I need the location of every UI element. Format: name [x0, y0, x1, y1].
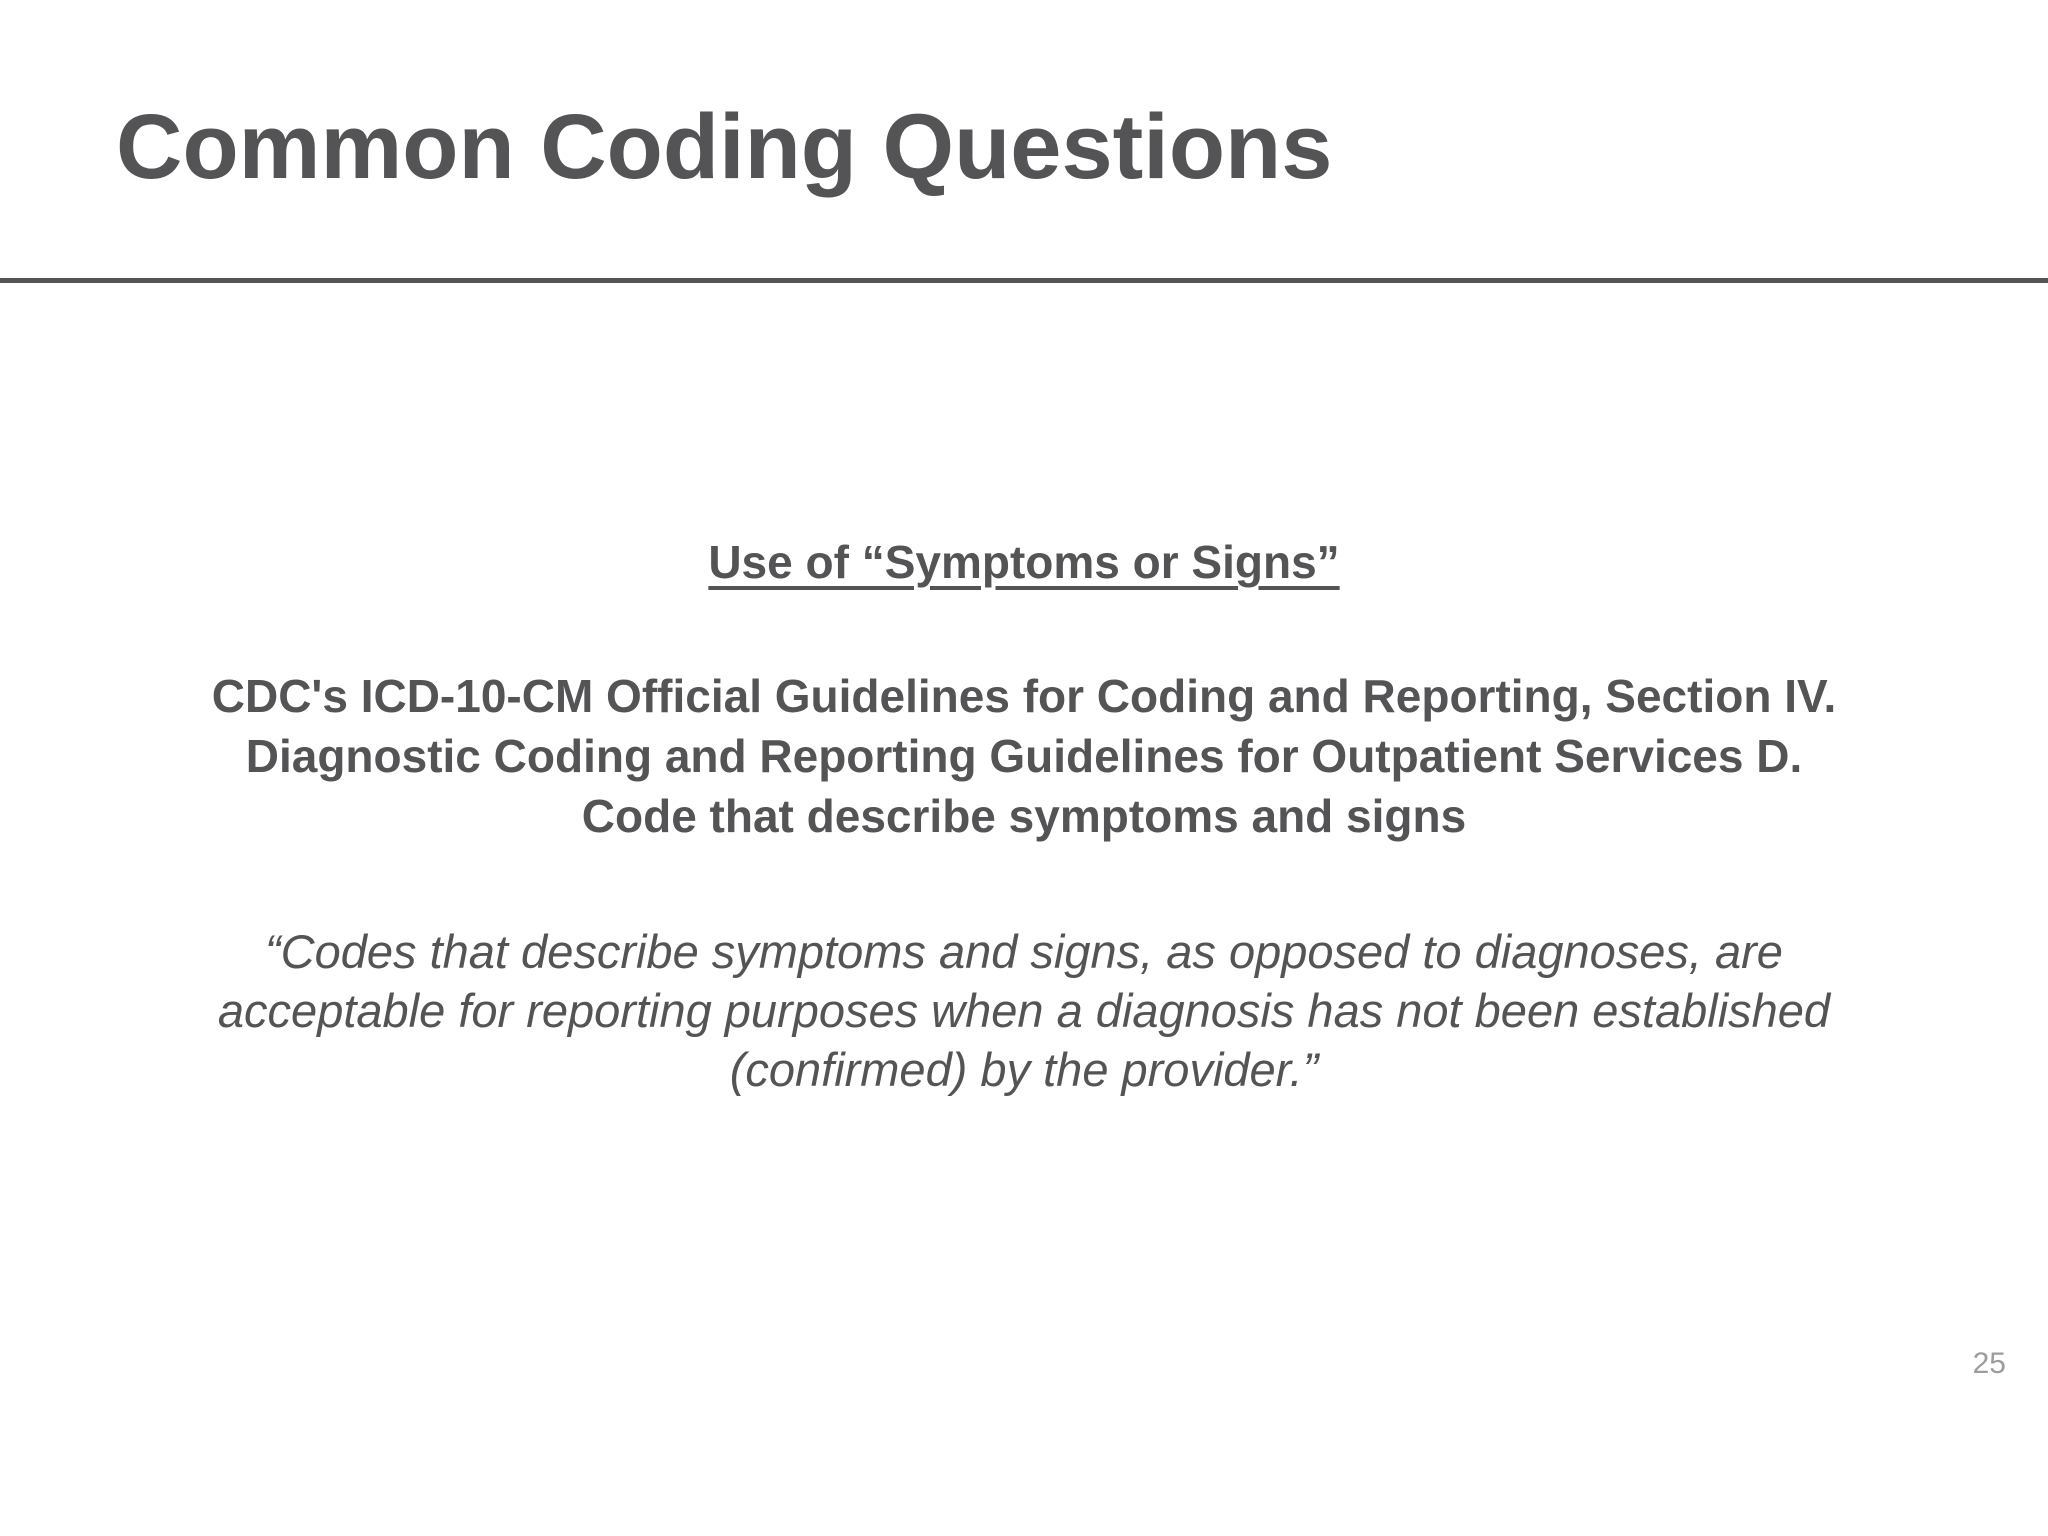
slide-title: Common Coding Questions — [116, 96, 1333, 198]
slide-body — [100, 528, 1948, 1099]
citation-line: CDC's ICD-10-CM Official Guidelines for Coding and Reporting, Section IV. — [211, 670, 1837, 722]
citation-line: Code that describe symptoms and signs — [581, 790, 1467, 842]
section-heading: Use of “Symptoms or Signs” — [708, 536, 1340, 588]
quote-line: acceptable for reporting purposes when a diagnosis has not been established — [217, 984, 1831, 1037]
guideline-citation — [100, 666, 1948, 846]
quote-line: (confirmed) by the provider.” — [729, 1043, 1319, 1096]
page-number: 25 — [1972, 1347, 2006, 1380]
title-divider — [0, 278, 2048, 283]
citation-line: Diagnostic Coding and Reporting Guidelines for Outpatient Services D. — [245, 730, 1803, 782]
guideline-quote — [100, 922, 1948, 1099]
quote-line: “Codes that describe symptoms and signs, as opposed to diagnoses, are — [265, 925, 1783, 978]
